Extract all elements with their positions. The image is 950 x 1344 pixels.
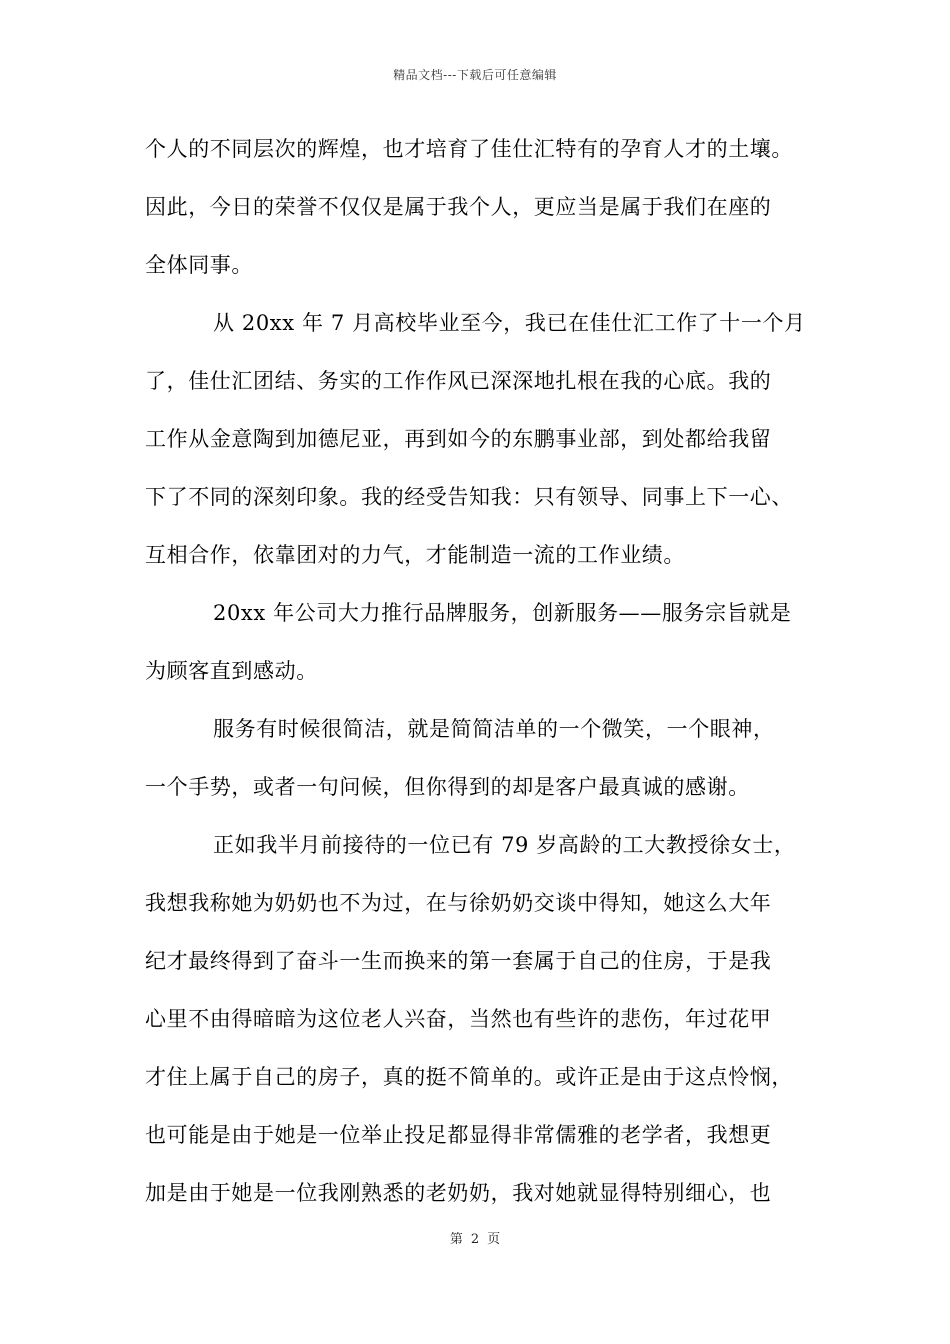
- text-line: 也可能是由于她是一位举止投足都显得非常儒雅的老学者，我想更: [145, 1123, 772, 1147]
- paragraph-start-line: 从 20xx 年 7 月高校毕业至今，我已在佳仕汇工作了十一个月: [213, 311, 806, 335]
- page-number-prefix: 第: [449, 1232, 463, 1247]
- text-line: 我想我称她为奶奶也不为过，在与徐奶奶交谈中得知，她这么大年: [145, 891, 772, 915]
- page-number: 2: [470, 1232, 480, 1247]
- text-line: 为顾客直到感动。: [145, 659, 318, 683]
- text-line: 个人的不同层次的辉煌，也才培育了佳仕汇特有的孕育人才的土壤。: [145, 137, 793, 161]
- text-line: 互相合作，依靠团对的力气，才能制造一流的工作业绩。: [145, 543, 685, 567]
- text-line: 了，佳仕汇团结、务实的工作作风已深深地扎根在我的心底。我的: [145, 369, 772, 393]
- document-body: [145, 128, 825, 1229]
- page-header: 精品文档---下载后可任意编辑: [393, 68, 557, 82]
- text-line: 心里不由得暗暗为这位老人兴奋，当然也有些许的悲伤，年过花甲: [145, 1007, 772, 1031]
- page-number-footer: [0, 1228, 950, 1247]
- text-line: 下了不同的深刻印象。我的经受告知我：只有领导、同事上下一心、: [145, 485, 793, 509]
- paragraph-start-line: 20xx 年公司大力推行品牌服务，创新服务——服务宗旨就是: [213, 601, 792, 625]
- text-line: 一个手势，或者一句问候，但你得到的却是客户最真诚的感谢。: [145, 775, 750, 799]
- text-line: 全体同事。: [145, 253, 253, 277]
- text-line: 加是由于她是一位我刚熟悉的老奶奶，我对她就显得特别细心，也: [145, 1181, 772, 1205]
- text-line: 纪才最终得到了奋斗一生而换来的第一套属于自己的住房，于是我: [145, 949, 772, 973]
- paragraph-start-line: 正如我半月前接待的一位已有 79 岁高龄的工大教授徐女士，: [213, 833, 796, 857]
- text-line: 工作从金意陶到加德尼亚，再到如今的东鹏事业部，到处都给我留: [145, 427, 772, 451]
- text-line: 因此，今日的荣誉不仅仅是属于我个人，更应当是属于我们在座的: [145, 195, 772, 219]
- text-line: 才住上属于自己的房子，真的挺不简单的。或许正是由于这点怜悯，: [145, 1065, 793, 1089]
- page-number-suffix: 页: [487, 1232, 501, 1247]
- paragraph-start-line: 服务有时候很简洁，就是简简洁单的一个微笑，一个眼神，: [213, 717, 775, 741]
